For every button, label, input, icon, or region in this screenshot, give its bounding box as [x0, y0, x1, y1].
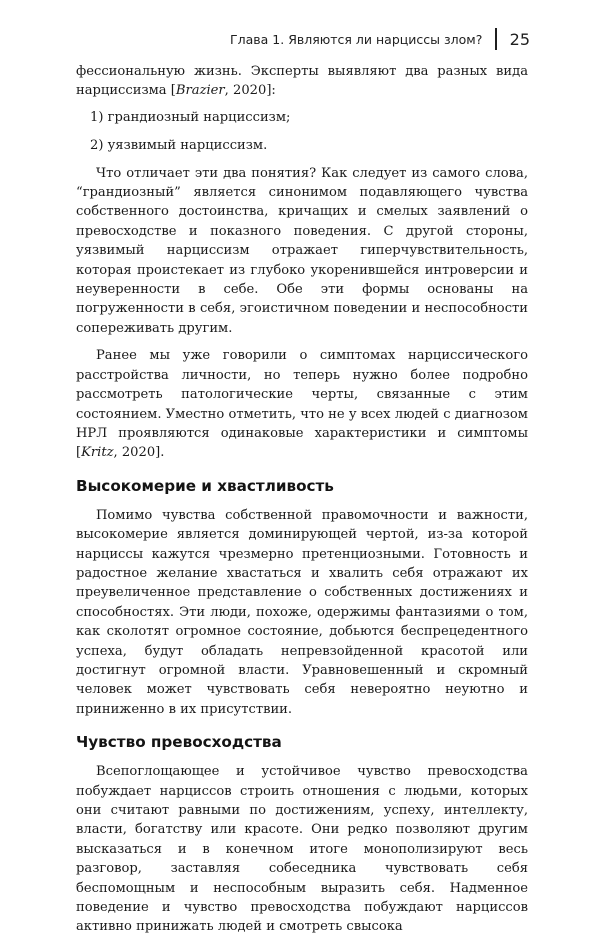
list-item: 1) грандиозный нарциссизм;	[90, 109, 291, 125]
narcissism-types-list	[76, 108, 528, 156]
section-heading-arrogance: Высокомерие и хвастливость	[76, 476, 334, 495]
section-heading-superiority: Чувство превосходства	[76, 733, 282, 752]
body-text	[76, 62, 528, 937]
paragraph-intro: фессиональную жизнь. Эксперты выявляют два разных вида нарциссизма [Brazier, 2020]:	[76, 64, 528, 99]
chapter-title: Глава 1. Являются ли нарциссы злом?	[230, 31, 483, 47]
header-divider	[495, 28, 496, 50]
paragraph: Помимо чувства собственной правомочности и важности, высокомерие является доминирующей чертой, из-за которой нарциссы кажутся чрезмерно претенциозными. Готовность и радостное желание хвастаться и хвалить себя отражают их преувеличенное представление о собственных достижениях и способностях. Эти люди, похоже, одержимы фантазиями о том, как сколотят огромное состояние, добьются беспрецедентного успеха, будут обладать непревзойденной красотой или достигнут огромной власти. Уравновешенный и скромный человек может чувствовать себя невероятно неуютно и приниженно в их присутствии.	[76, 507, 528, 717]
paragraph: Что отличает эти два понятия? Как следует из самого слова, “грандиозный” является синонимом подавляющего чувства собственного достоинства, кричащих и смелых заявлений о превосходстве и показного поведения. С другой стороны, уязвимый нарциссизм отражает гиперчувствительность, которая проистекает из глубоко укоренившейся интроверсии и неуверенности в себе. Обе эти формы основаны на погруженности в себя, эгоистичном поведении и неспособности сопереживать другим.	[76, 165, 528, 336]
running-header	[230, 28, 530, 50]
list-item: 2) уязвимый нарциссизм.	[90, 138, 268, 154]
citation-author: Kritz	[81, 445, 114, 461]
paragraph: Всепоглощающее и устойчивое чувство превосходства побуждает нарциссов строить отношения с людьми, которых они считают равными по достижениям, успеху, интеллекту, власти, богатству или красоте. Они редко позволяют другим высказаться и в конечном итоге монополизируют весь разговор, заставляя собеседника чувствовать себя беспомощным и неспособным выразить себя. Надменное поведение и чувство превосходства побуждают нарциссов активно принижать людей и смотреть свысока	[76, 764, 528, 935]
citation-author: Brazier	[175, 83, 225, 99]
paragraph: Ранее мы уже говорили о симптомах нарциссического расстройства личности, но теперь нужно более подробно рассмотреть патологические черты, связанные с этим состоянием. Уместно отметить, что не у всех людей с диагнозом НРЛ проявляются одинаковые характеристики и симптомы [Kritz, 2020].	[76, 348, 528, 461]
page-number: 25	[509, 29, 530, 49]
